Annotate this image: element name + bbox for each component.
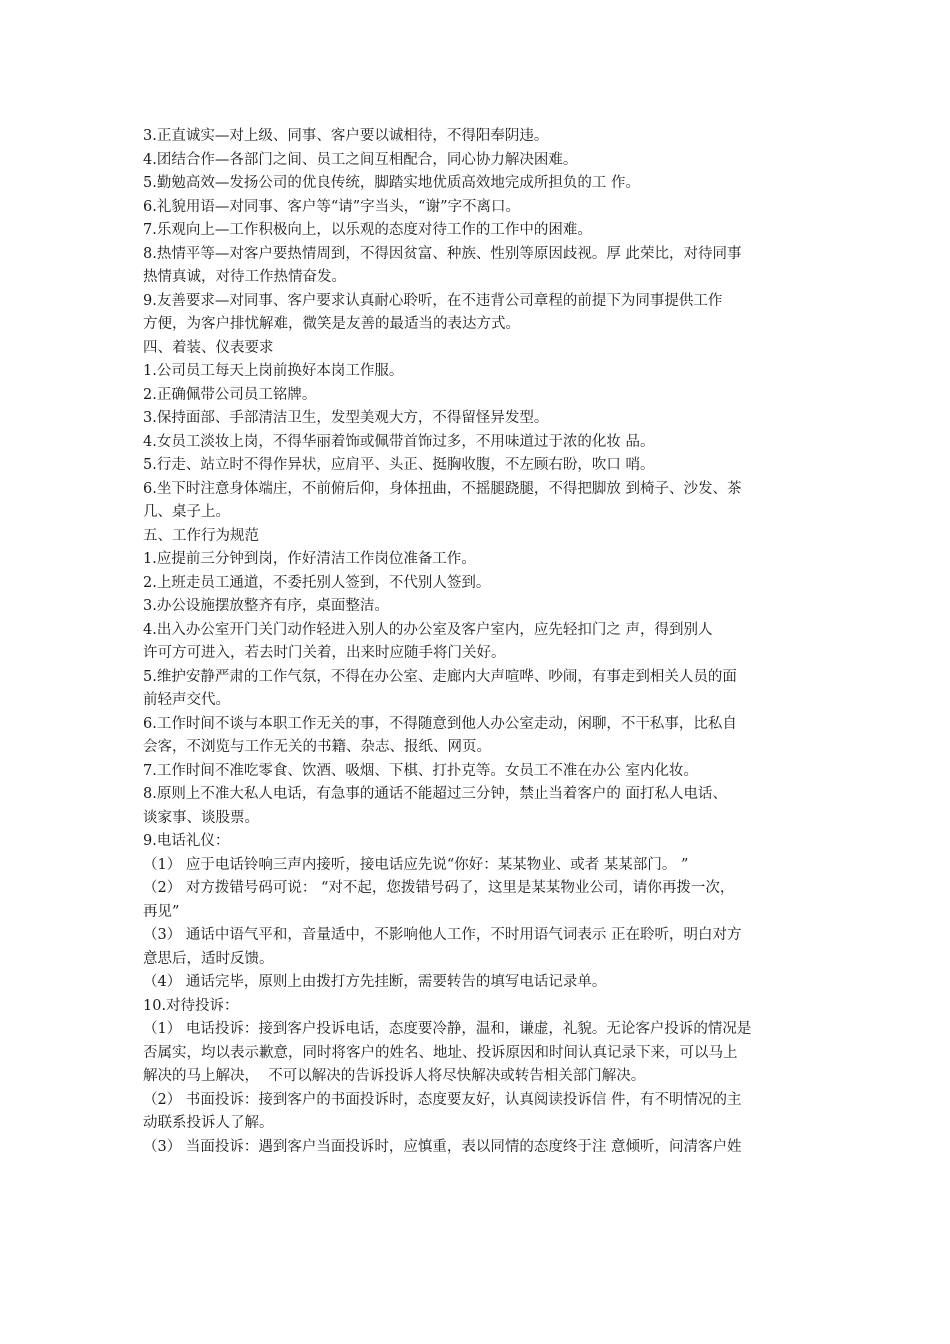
text-line: 2.上班走员工通道，不委托别人签到，不代别人签到。 [143,574,491,591]
text-line: （3） 当面投诉：遇到客户当面投诉时，应慎重，表以同情的态度终于注 意倾听，问清客户姓 [143,1138,742,1155]
text-line: 6.坐下时注意身体端庄，不前俯后仰，身体扭曲，不摇腿跷腿，不得把脚放 到椅子、沙发、茶 [143,480,742,497]
text-line: 3.办公设施摆放整齐有序，桌面整洁。 [143,598,389,614]
text-line: 会客，不浏览与工作无关的书籍、杂志、报纸、网页。 [143,739,491,755]
document-body [143,125,813,1159]
text-line: 9.电话礼仪： [143,833,230,849]
text-line: （2） 书面投诉：接到客户的书面投诉时，态度要友好，认真阅读投诉信 件，有不明情况的主 [143,1091,742,1108]
text-line: 再见” [143,903,180,920]
text-line: 谈家事、谈股票。 [143,809,259,826]
section-heading: 四、着装、仪表要求 [143,339,274,356]
text-line: 否属实，均以表示歉意，同时将客户的姓名、地址、投诉原因和时间认真记录下来，可以马上 [143,1044,738,1061]
section-heading: 五、工作行为规范 [143,527,259,544]
text-line: 9.友善要求—对同事、客户要求认真耐心聆听，在不违背公司章程的前提下为同事提供工作 [143,292,723,309]
text-line: 解决的马上解决， 不可以解决的告诉投诉人将尽快解决或转告相关部门解决。 [143,1068,646,1084]
text-line: 3.正直诚实—对上级、同事、客户要以诚相待，不得阳奉阴违。 [143,128,549,144]
text-line: 动联系投诉人了解。 [143,1115,274,1131]
text-line: 5.行走、站立时不得作异状，应肩平、头正、挺胸收腹，不左顾右盼，吹口 哨。 [143,457,655,473]
text-line: 8.热情平等—对客户要热情周到，不得因贫富、种族、性别等原因歧视。厚 此荣比，对待同事 [143,245,742,262]
text-line: （1） 应于电话铃响三声内接听，接电话应先说“你好：某某物业、或者 某某部门。 ” [143,856,689,873]
text-line: 1.应提前三分钟到岗，作好清洁工作岗位准备工作。 [143,551,476,567]
text-line: 5.维护安静严肃的工作气氛，不得在办公室、走廊内大声喧哗、吵闹，有事走到相关人员的面 [143,668,737,685]
text-line: （1） 电话投诉：接到客户投诉电话，态度要冷静，温和，谦虚，礼貌。无论客户投诉的情况是 [143,1021,752,1037]
text-line: 几、桌子上。 [143,504,230,520]
text-line: （4） 通话完毕，原则上由拨打方先挂断，需要转告的填写电话记录单。 [143,974,607,990]
text-line: （3） 通话中语气平和，音量适中，不影响他人工作，不时用语气词表示 正在聆听，明白对方 [143,927,742,943]
text-line: 4.女员工淡妆上岗，不得华丽着饰或佩带首饰过多，不用味道过于浓的化妆 品。 [143,433,655,450]
text-line: 8.原则上不准大私人电话，有急事的通话不能超过三分钟，禁止当着客户的 面打私人电话、 [143,786,727,802]
text-line: 1.公司员工每天上岗前换好本岗工作服。 [143,363,404,379]
text-line: 许可方可进入，若去时门关着，出来时应随手将门关好。 [143,645,506,661]
text-line: 4.团结合作—各部门之间、员工之间互相配合，同心协力解决困难。 [143,151,578,168]
text-line: 6.礼貌用语—对同事、客户等“请”字当头，“谢”字不离口。 [143,198,520,215]
text-line: 7.乐观向上—工作积极向上，以乐观的态度对待工作的工作中的困难。 [143,222,592,238]
text-line: 6.工作时间不谈与本职工作无关的事，不得随意到他人办公室走动，闲聊，不干私事，比私自 [143,715,737,732]
text-line: 5.勤勉高效—发扬公司的优良传统，脚踏实地优质高效地完成所担负的工 作。 [143,175,640,191]
text-line: 3.保持面部、手部清洁卫生，发型美观大方，不得留怪异发型。 [143,410,549,426]
text-line: （2） 对方拨错号码可说： “对不起，您拨错号码了，这里是某某物业公司，请你再拨一次， [143,880,735,896]
text-line: 热情真诚，对待工作热情奋发。 [143,269,346,285]
text-line: 2.正确佩带公司员工铭牌。 [143,386,317,403]
text-line: 10.对待投诉： [143,997,239,1014]
text-line: 方便，为客户排忧解难，微笑是友善的最适当的表达方式。 [143,316,520,332]
text-line: 意思后，适时反馈。 [143,950,274,967]
text-line: 前轻声交代。 [143,692,230,708]
text-line: 4.出入办公室开门关门动作轻进入别人的办公室及客户室内，应先轻扣门之 声，得到别人 [143,621,713,638]
text-line: 7.工作时间不准吃零食、饮酒、吸烟、下棋、打扑克等。女员工不准在办公 室内化妆。 [143,762,698,779]
